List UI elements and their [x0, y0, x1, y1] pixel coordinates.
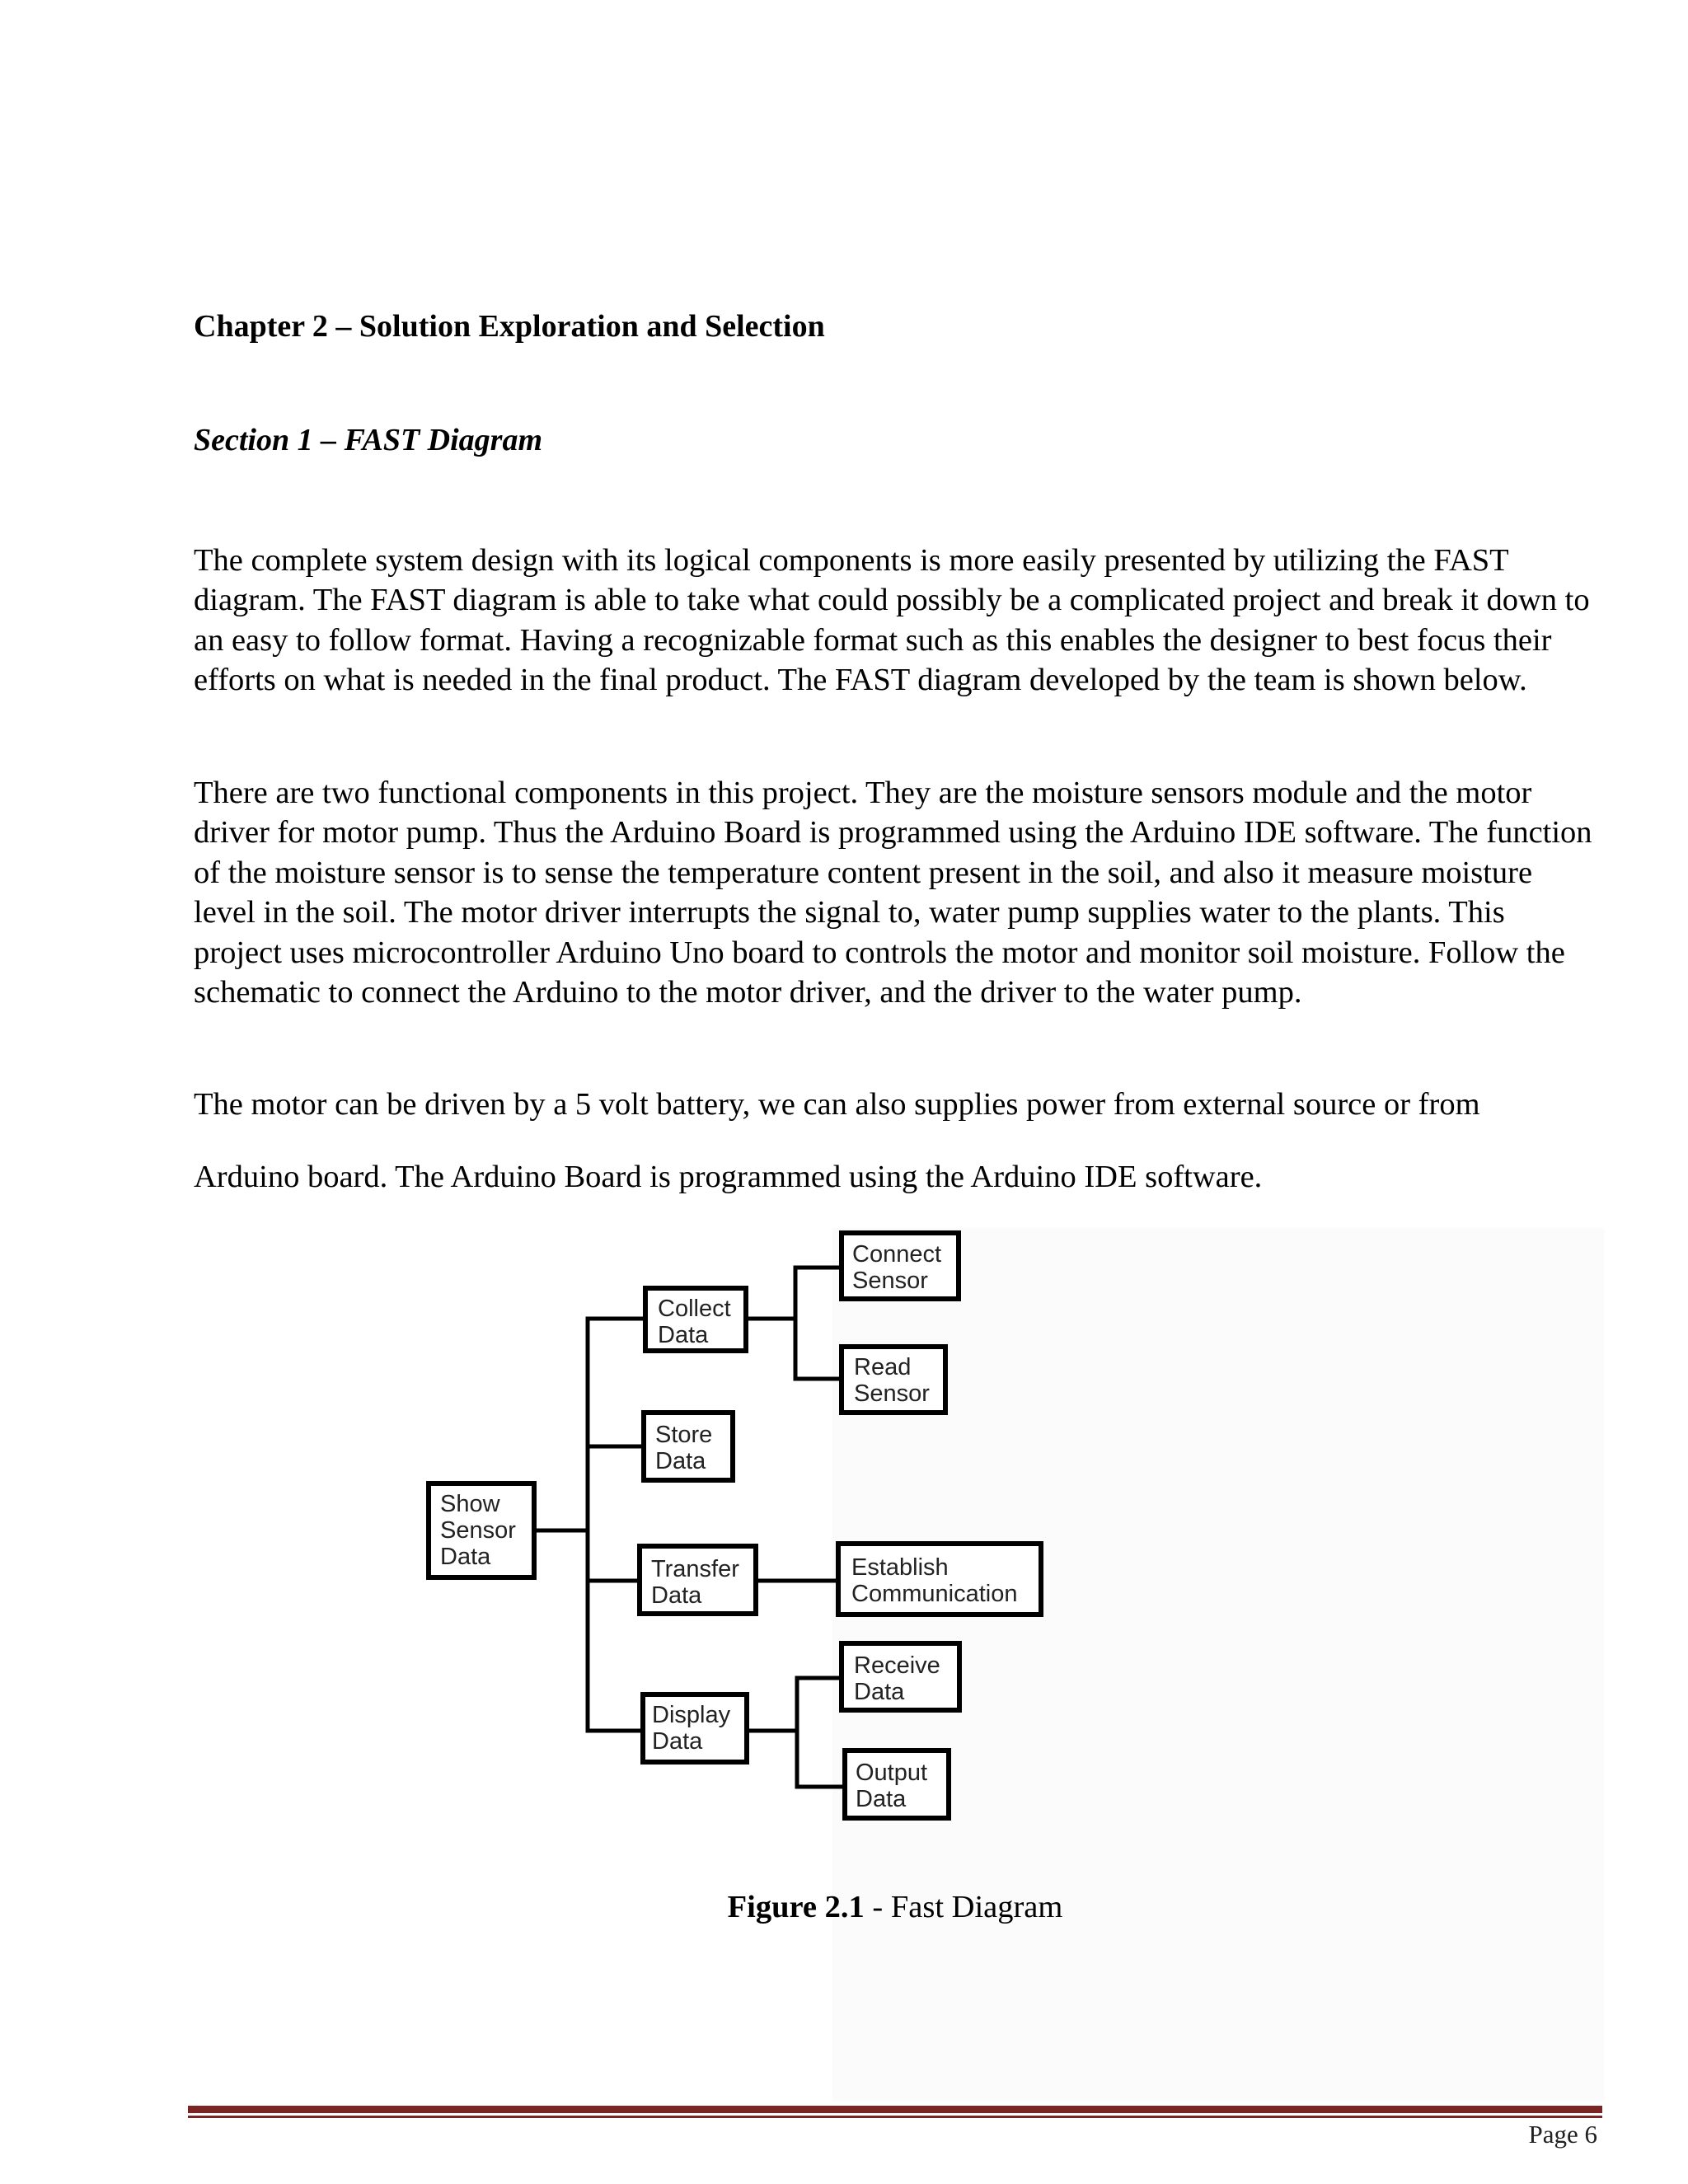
node-connect-sensor-line1: Connect: [852, 1241, 942, 1268]
node-show-sensor-data-line3: Data: [440, 1544, 491, 1570]
paragraph-arduino-board: Arduino board. The Arduino Board is programmed using the Arduino IDE software.: [194, 1160, 1263, 1194]
node-establish-communication: [838, 1544, 1041, 1615]
node-store-data-line2: Data: [655, 1448, 706, 1474]
node-receive-data-line1: Receive: [854, 1652, 940, 1679]
paragraph-motor-power: The motor can be driven by a 5 volt battery, we can also supplies power from external source or from: [194, 1087, 1480, 1122]
node-receive-data-line2: Data: [854, 1679, 905, 1705]
paragraph-fast-intro: The complete system design with its logical components is more easily presented by utilizing the FAST diagram. The FAST diagram is able to take what could possibly be a complicated project and break it down to an easy to follow format. Having a recognizable format such as this enables the designer to best focus their efforts on what is needed in the final product. The FAST diagram developed by the team is shown below.: [194, 543, 1590, 698]
node-display-data-line1: Display: [652, 1702, 731, 1728]
node-transfer-data-line2: Data: [651, 1582, 702, 1609]
node-output-data: [845, 1750, 949, 1818]
node-read-sensor-line1: Read: [854, 1354, 912, 1380]
node-store-data: [644, 1413, 733, 1480]
node-collect-data: [645, 1288, 746, 1351]
paragraph-components: There are two functional components in this project. They are the moisture sensors module and the motor driver for motor pump. Thus the Arduino Board is programmed using the Arduino IDE software. The function of the moisture sensor is to sense the temperature content present in the soil, and also it measure moisture level in the soil. The motor driver interrupts the signal to, water pump supplies water to the plants. This project uses microcontroller Arduino Uno board to controls the motor and monitor soil moisture. Follow the schematic to connect the Arduino to the motor driver, and the driver to the water pump.: [194, 776, 1592, 1010]
footer-rule-thin: [188, 2116, 1602, 2118]
footer-rule-thick: [188, 2106, 1602, 2113]
figure-caption-label: Figure 2.1: [727, 1890, 865, 1924]
node-show-sensor-data-line1: Show: [440, 1491, 500, 1517]
node-show-sensor-data-line2: Sensor: [440, 1517, 516, 1544]
node-output-data-line1: Output: [856, 1760, 928, 1786]
node-read-sensor-line2: Sensor: [854, 1380, 930, 1407]
node-collect-data-line2: Data: [658, 1322, 709, 1348]
node-establish-communication-line2: Communication: [851, 1581, 1018, 1607]
node-transfer-data: [640, 1546, 756, 1614]
chapter-heading: Chapter 2 – Solution Exploration and Selection: [194, 309, 825, 344]
node-display-data: [643, 1694, 747, 1762]
page-number: Page 6: [1528, 2120, 1597, 2149]
node-store-data-line1: Store: [655, 1422, 713, 1448]
node-read-sensor: [842, 1347, 945, 1413]
node-connect-sensor: [842, 1233, 959, 1299]
figure-caption-text: - Fast Diagram: [864, 1890, 1063, 1924]
node-establish-communication-line1: Establish: [851, 1554, 949, 1581]
node-display-data-line2: Data: [652, 1728, 703, 1755]
node-transfer-data-line1: Transfer: [651, 1556, 739, 1582]
section-heading: Section 1 – FAST Diagram: [194, 423, 543, 457]
node-show-sensor-data: [429, 1483, 534, 1577]
node-connect-sensor-line2: Sensor: [852, 1268, 928, 1294]
node-output-data-line2: Data: [856, 1786, 907, 1812]
node-receive-data: [842, 1643, 959, 1710]
figure-caption: [0, 1889, 1688, 1925]
node-collect-data-line1: Collect: [658, 1296, 731, 1322]
